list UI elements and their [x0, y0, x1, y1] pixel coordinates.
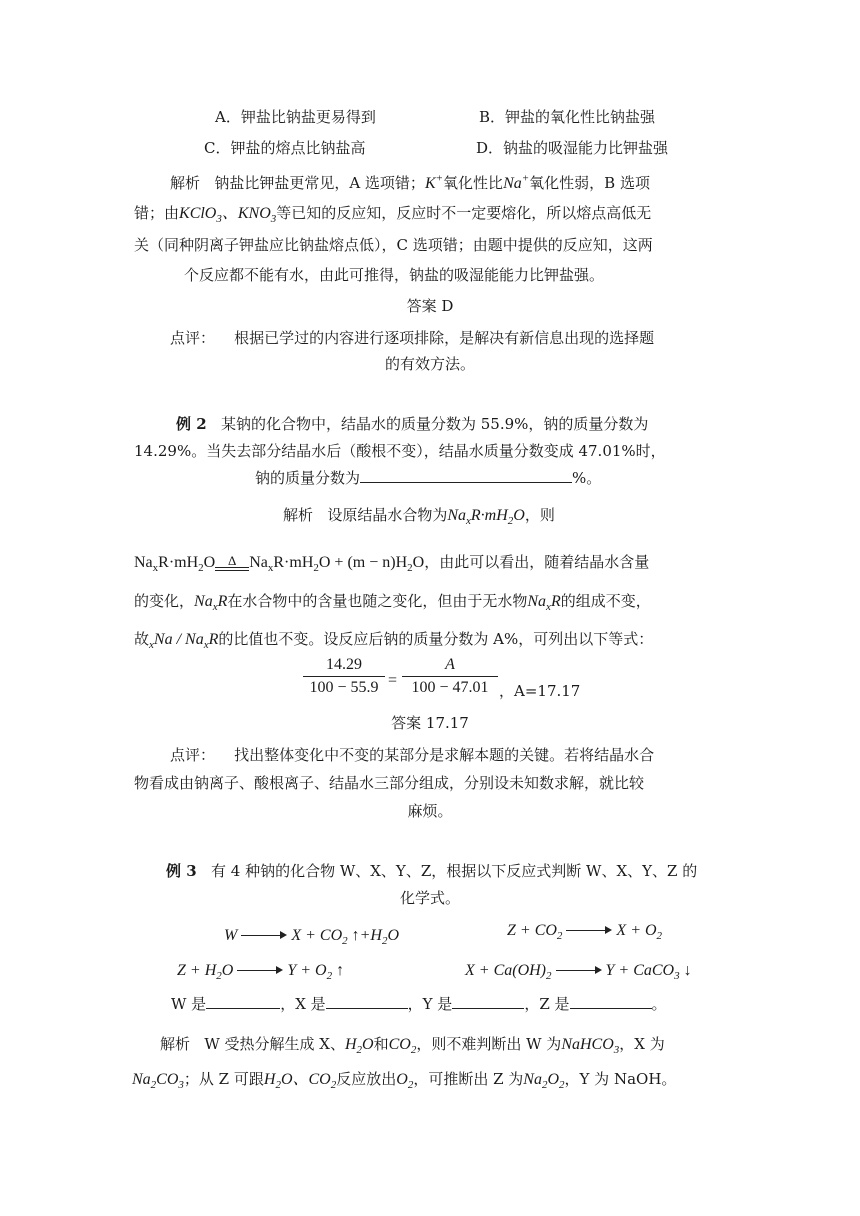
blank-x: [326, 993, 408, 1009]
option-d: D．钠盐的吸湿能力比钾盐强: [476, 139, 669, 157]
ex2-analysis-line-1: 解析 设原结晶水合物为$Na_xR\cdot mH_2O$，则: [283, 506, 555, 528]
ex2-question-line-3: 钠的质量分数为 %。: [255, 469, 602, 487]
reaction-1: W $X + CO_2$ $↑+H_2O$: [224, 927, 400, 948]
ex2-analysis-line-2: $Na_xR\cdot mH_2O$ Δ $Na_xR\cdot mH_2O + (m - n)H_2O$，由此可以看出，随着结晶水含量: [134, 553, 650, 575]
k-ion: K+: [424, 172, 444, 192]
ex2-comment-line-3: 麻烦。: [407, 802, 453, 820]
option-c: C．钾盐的熔点比钠盐高: [204, 139, 366, 157]
reaction-arrow: [556, 966, 602, 976]
ex3-analysis-line-2: $Na_2CO_3$；从 Z 可跟$H_2O$、$CO_2$反应放出$O_2$，可推断出 Z 为$Na_2O_2$，Y 为 NaOH。: [132, 1070, 677, 1092]
analysis-label: 解析: [283, 506, 314, 524]
comment-label: 点评：: [170, 329, 216, 347]
ex3-question-line-1: 例 3 有 4 种钠的化合物 W、X、Y、Z，根据以下反应式判断 W、X、Y、Z 的: [166, 862, 698, 880]
reaction-2: $Z + CO_2$ $X + O_2$: [507, 922, 663, 943]
ex1-analysis-line-4: 个反应都不能有水，由此可推得，钠盐的吸湿能能力比钾盐强。: [184, 266, 605, 284]
fraction-left: 14.29 100 − 55.9: [303, 656, 385, 697]
answer-blank: [360, 467, 572, 483]
ex3-question-line-2: 化学式。: [399, 889, 460, 907]
result-text: ，A=17.17: [499, 682, 581, 700]
blank-z: [570, 993, 652, 1009]
option-b: B．钾盐的氧化性比钠盐强: [479, 108, 656, 126]
dehydration-equation: $Na_xR\cdot mH_2O$ Δ $Na_xR\cdot mH_2O + (m - n)H_2O$: [134, 553, 425, 575]
ex1-analysis-line-1: 解析 钠盐比钾盐更常见，A 选项错；K+氧化性比Na+氧化性弱，B 选项: [170, 172, 650, 192]
ex2-analysis-line-4: 故$_xNa / Na_xR$的比值也不变。设反应后钠的质量分数为 A%，可列出以下等式：: [134, 630, 654, 652]
reaction-arrow: [566, 926, 612, 936]
fraction-right: A 100 − 47.01: [402, 656, 498, 697]
ex1-analysis-line-3: 关（同种阴离子钾盐应比钠盐熔点低），C 选项错；由题中提供的反应知，这两: [134, 236, 653, 254]
ex1-answer: 答案 D: [406, 297, 454, 315]
nahco3-formula: NaHCO$_3$: [561, 1036, 620, 1057]
option-a: A．钾盐比钠盐更易得到: [215, 108, 376, 126]
naxr-formula: $Na_xR$: [527, 593, 561, 614]
na-ion: Na+: [503, 172, 530, 192]
equals-sign: =: [388, 672, 398, 689]
reaction-4: $X + Ca(OH)_2$ Y + CaCO$_3$ ↓: [465, 962, 692, 983]
ex2-question-line-1: 例 2 某钠的化合物中，结晶水的质量分数为 55.9%，钠的质量分数为: [176, 415, 649, 433]
ex1-comment-line-1: 点评： 根据已学过的内容进行逐项排除，是解决有新信息出现的选择题: [170, 329, 655, 347]
hydrate-formula: $Na_xR\cdot mH_2O$: [447, 507, 525, 528]
na2co3-formula: $Na_2CO_3$: [132, 1071, 184, 1092]
ex3-label: 例 3: [166, 862, 197, 880]
reaction-arrow: [237, 966, 283, 976]
ex2-analysis-line-3: 的变化，$Na_xR$在水合物中的含量也随之变化，但由于无水物$Na_xR$的组成不变，: [134, 592, 651, 614]
analysis-label: 解析: [160, 1035, 191, 1053]
ex1-analysis-line-2: 错；由KClO$_3$、$KNO_3$等已知的反应知，反应时不一定要熔化，所以熔点高低无: [134, 204, 652, 226]
ex3-analysis-line-1: 解析 W 受热分解生成 X、$H_2O$和$CO_2$，则不难判断出 W 为NaHCO$_3$，X 为: [160, 1035, 665, 1057]
kclo3-kno3: KClO$_3$、$KNO_3$: [179, 205, 277, 226]
ratio-formula: $_xNa / Na_xR$: [149, 631, 219, 652]
reaction-3: $Z + H_2O$ $Y + O_2$ ↑: [177, 962, 345, 983]
na2o2-formula: $Na_2O_2$: [523, 1071, 565, 1092]
naxr-formula: $Na_xR$: [194, 593, 228, 614]
ex3-fill-blanks: W 是 ，X 是 ，Y 是 ，Z 是 。: [171, 995, 667, 1013]
blank-y: [452, 993, 524, 1009]
ex2-label: 例 2: [176, 415, 207, 433]
ex2-answer: 答案 17.17: [391, 714, 469, 732]
ex2-comment-line-2: 物看成由钠离子、酸根离子、结晶水三部分组成，分别设未知数求解，就比较: [134, 774, 645, 792]
ex2-question-line-2: 14.29%。当失去部分结晶水后（酸根不变），结晶水质量分数变成 47.01%时，: [134, 442, 666, 460]
ex1-comment-line-2: 的有效方法。: [384, 355, 475, 373]
heat-equals-sign: Δ: [215, 555, 249, 571]
comment-label: 点评：: [170, 746, 216, 764]
analysis-label: 解析: [170, 174, 201, 192]
ex2-comment-line-1: 点评： 找出整体变化中不变的某部分是求解本题的关键。若将结晶水合: [170, 746, 655, 764]
blank-w: [206, 993, 280, 1009]
reaction-arrow: [241, 931, 287, 941]
